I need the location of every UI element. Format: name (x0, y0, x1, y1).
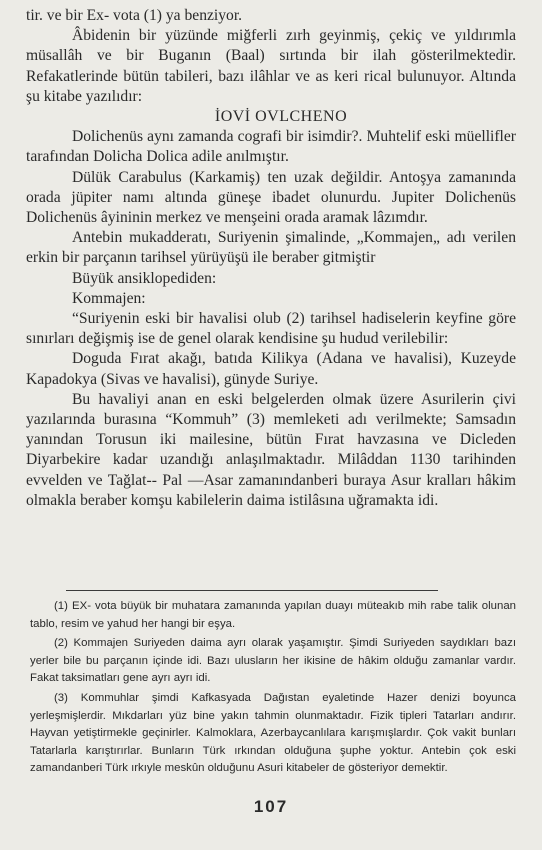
paragraph-history: Bu havaliyi anan en eski belgelerden olmak üzere Asurilerin çivi yazılarında burasına “Kommuh” (3) memleketi adı verilmekte; Samsadın yanından Torusun iki mailesine, bütün Fırat havzasına ve Dicleden Diyarbekire kadar uzandığı anlaşılmaktadır. Milâddan 1130 tarihinden evvelden ve Tağlat-- Pal —Asar zamanındanberi buraya Asur kralları hâkim olmakla beraber komşu kabilelerin daima istilâsına uğramakta idi. (26, 390, 516, 509)
body-text (26, 6, 516, 511)
paragraph-kommajen-heading: Kommajen: (72, 289, 146, 307)
paragraph-borders: Doguda Fırat akağı, batıda Kilikya (Adana ve havalisi), Kuzeyde Kapadokya (Sivas ve havalisi), günyde Suriye. (26, 350, 516, 388)
footnote-1: (1) EX- vota büyük bir muhatara zamanında yapılan duayı müteakıb mih rabe talik olunan tablo, resim ve yahud her hangi bir eşya. (30, 600, 516, 630)
paragraph-encyclopedia: Büyük ansiklopediden: (72, 269, 217, 287)
paragraph-duluk: Dülük Carabulus (Karkamiş) ten uzak değildir. Antoşya zamanında orada jüpiter namı altında güneşe ibadet olunurdu. Jupiter Dolichenüs Dolichenüs âyininin merkez ve menşeini orada aramak lâzımdır. (26, 168, 516, 227)
footnote-divider (66, 590, 438, 591)
paragraph-continuation: tir. ve bir Ex- vota (1) ya benziyor. (26, 7, 243, 24)
footnote-3: (3) Kommuhlar şimdi Kafkasyada Dağıstan eyaletinde Hazer denizi boyunca yerleşmişlerdir. Mıkdarları yüz bine yakın tahmin olunmaktadır. Fizik tipleri Tatarları andırır. Hayvan yetiştirmekle geçinirler. Kalmoklara, Azerbaycanlılara karışmışlardır. Çok vakit bunları Tatarlarla karıştırırlar. Bunların Türk ırkından olduğuna şuphe yoktur. Antebin çok eski zamandanberi Türk ırkıyle meskûn olduğunu Asuri kitabeler de gösteriyor demektir. (30, 691, 516, 775)
paragraph-monument: Âbidenin bir yüzünde miğferli zırh geyinmiş, çekiç ve yıldırımla müsallâh ve bir Buganın (Baal) sırtında bir ilah gösterilmektedir. Refakatlerinde bütün tabileri, bazı ilâhlar ve as keri rical bulunuyor. Altında şu kitabe yazılıdır: (26, 27, 516, 105)
footnote-2: (2) Kommajen Suriyeden daima ayrı olarak yaşamıştır. Şimdi Suriyeden saydıkları bazı yerler bile bu parçanın içinde idi. Bazı ulusların her ikisine de hâkim olduğu zamanlar vardır. Fakat taksimatları gene ayrı ayrı idi. (30, 637, 516, 685)
footnotes (30, 598, 516, 780)
paragraph-antep: Antebin mukadderatı, Suriyenin şimalinde, „Kommajen„ adı verilen erkin bir parçanın tarihsel yürüyüşü ile beraber gitmiştir (26, 229, 516, 267)
page-number: 107 (253, 797, 289, 816)
paragraph-kommajen: “Suriyenin eski bir havalisi olub (2) tarihsel hadiselerin keyfine göre sınırları değişmiş ise de genel olarak kendisine şu hudud verilebilir: (26, 310, 516, 348)
paragraph-dolichenus: Dolichenüs aynı zamanda cografi bir isimdir?. Muhtelif eski müellifler tarafından Dolicha Dolica adile anılmıştır. (26, 128, 516, 166)
inscription-title: İOVİ OVLCHENO (214, 108, 348, 126)
